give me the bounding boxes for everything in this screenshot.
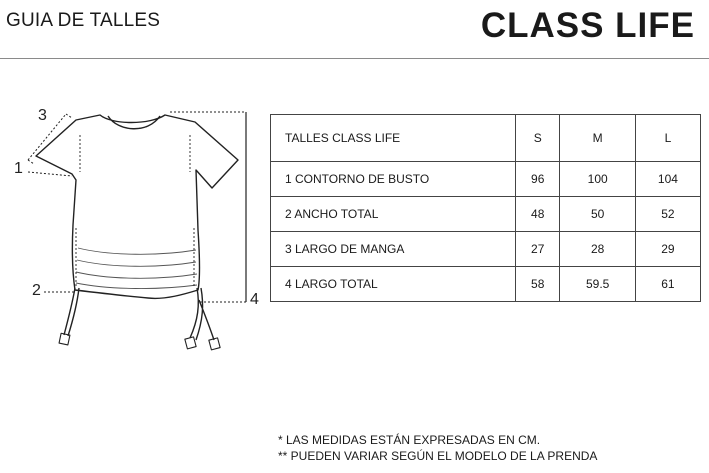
marker-1: 1: [14, 160, 23, 177]
table-cell: 58: [516, 267, 560, 302]
marker-3: 3: [38, 107, 47, 124]
table-header-cell: L: [635, 115, 700, 162]
table-cell: 28: [560, 232, 635, 267]
table-header-row: [271, 115, 701, 162]
header-divider: [0, 58, 709, 59]
guide-bust: [28, 172, 72, 176]
tshirt-measurement-diagram: [0, 95, 280, 365]
table-cell: 27: [516, 232, 560, 267]
guide-sleeve: [28, 114, 72, 164]
table-cell: 4 LARGO TOTAL: [271, 267, 516, 302]
table-header-cell: M: [560, 115, 635, 162]
brand-logo: CLASS LIFE: [480, 6, 695, 45]
table-cell: 96: [516, 162, 560, 197]
table-cell: 1 CONTORNO DE BUSTO: [271, 162, 516, 197]
table-cell: 52: [635, 197, 700, 232]
footnote-variation: ** PUEDEN VARIAR SEGÚN EL MODELO DE LA PRENDA: [278, 449, 598, 463]
footnote-units: * LAS MEDIDAS ESTÁN EXPRESADAS EN CM.: [278, 433, 541, 447]
table-cell: 29: [635, 232, 700, 267]
marker-4: 4: [250, 291, 259, 308]
footnotes: [278, 432, 597, 464]
table-row: [271, 162, 701, 197]
table-header-cell: TALLES CLASS LIFE: [271, 115, 516, 162]
table-cell: 100: [560, 162, 635, 197]
table-cell: 3 LARGO DE MANGA: [271, 232, 516, 267]
size-table: [270, 114, 701, 302]
table-cell: 48: [516, 197, 560, 232]
table-cell: 50: [560, 197, 635, 232]
drawstring-right: [190, 288, 214, 340]
table-cell: 59.5: [560, 267, 635, 302]
drawstring-left: [64, 288, 79, 336]
table-cell: 104: [635, 162, 700, 197]
page-title: GUIA DE TALLES: [6, 10, 161, 31]
tshirt-ruching: [76, 248, 197, 289]
table-row: [271, 197, 701, 232]
table-row: [271, 232, 701, 267]
tshirt-outline: [36, 115, 238, 298]
table-cell: 61: [635, 267, 700, 302]
table-cell: 2 ANCHO TOTAL: [271, 197, 516, 232]
table-header-cell: S: [516, 115, 560, 162]
table-row: [271, 267, 701, 302]
marker-2: 2: [32, 282, 41, 299]
